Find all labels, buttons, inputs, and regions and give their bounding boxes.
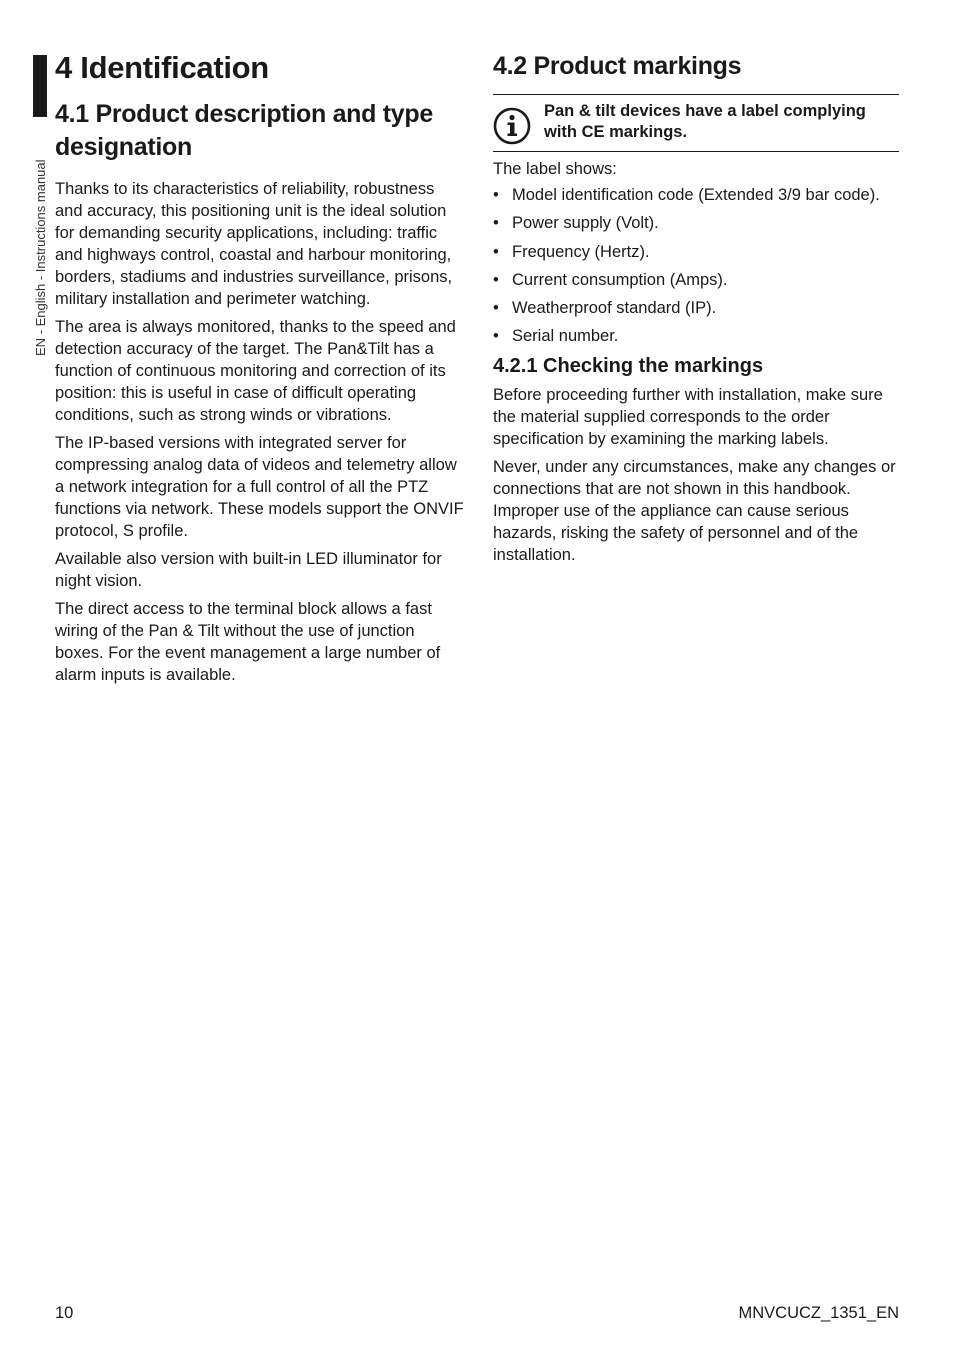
paragraph: The area is always monitored, thanks to the speed and detection accuracy of the target. The Pan&Tilt has a function of continuous monitoring and correction of its position: this is useful in case of difficult operating conditions, such as strong winds or vibrations.	[55, 318, 456, 424]
list-item-text: Model identification code (Extended 3/9 bar code).	[512, 186, 880, 204]
bullet: •	[493, 186, 499, 204]
left-column	[55, 48, 465, 686]
list-item-text: Serial number.	[512, 327, 619, 346]
paragraph: The direct access to the terminal block allows a fast wiring of the Pan & Tilt without the use of junction boxes. For the event management a large number of alarm inputs is available.	[55, 600, 441, 684]
paragraph: Before proceeding further with installation, make sure the material supplied corresponds to the order specification by examining the marking labels.	[493, 385, 883, 448]
bullet: •	[493, 242, 499, 261]
list-item-text: Weatherproof standard (IP).	[512, 299, 717, 318]
bullet: •	[493, 327, 499, 346]
section-4-2-title: 4.2 Product markings	[493, 52, 742, 80]
list-item	[493, 212, 899, 234]
chapter-marker-bar	[33, 55, 47, 117]
list-item	[493, 184, 899, 206]
chapter-title: 4 Identification	[55, 50, 269, 85]
note-box	[493, 94, 899, 152]
list-item-text: Current consumption (Amps).	[512, 270, 728, 289]
section-4-2-1-title: 4.2.1 Checking the markings	[493, 354, 764, 377]
paragraph: Available also version with built-in LED illuminator for night vision.	[55, 550, 442, 590]
label-intro: The label shows:	[493, 160, 617, 178]
list-item-text: Power supply (Volt).	[512, 214, 659, 233]
page-number: 10	[55, 1304, 74, 1322]
document-code: MNVCUCZ_1351_EN	[738, 1304, 899, 1322]
right-column	[493, 48, 899, 566]
paragraph: Thanks to its characteristics of reliability, robustness and accuracy, this positioning unit is the ideal solution for demanding security applications, including: traffic and highways control, coastal and harbour monitoring, borders, stadiums and industries surveillance, prisons, military installation and perimeter watching.	[55, 180, 453, 308]
list-item	[493, 269, 899, 291]
section-4-1-title: 4.1 Product description and type designation	[55, 100, 433, 161]
bullet: •	[493, 270, 499, 289]
list-item	[493, 325, 899, 347]
bullet: •	[493, 214, 499, 233]
paragraph: The IP-based versions with integrated server for compressing analog data of videos and telemetry allow a network integration for a full control of all the PTZ functions via network. These models support the ONVIF protocol, S profile.	[55, 434, 464, 540]
note-text: Pan & tilt devices have a label complying with CE markings.	[544, 102, 866, 141]
list-item-text: Frequency (Hertz).	[512, 242, 650, 261]
list-item	[493, 241, 899, 263]
side-running-label: EN - English - Instructions manual	[33, 159, 48, 356]
list-item	[493, 297, 899, 319]
marking-list	[493, 184, 899, 347]
paragraph: Never, under any circumstances, make any changes or connections that are not shown in this handbook. Improper use of the appliance can cause serious hazards, risking the safety of personnel and of the installation.	[493, 457, 896, 564]
bullet: •	[493, 299, 499, 318]
info-icon	[493, 107, 531, 145]
